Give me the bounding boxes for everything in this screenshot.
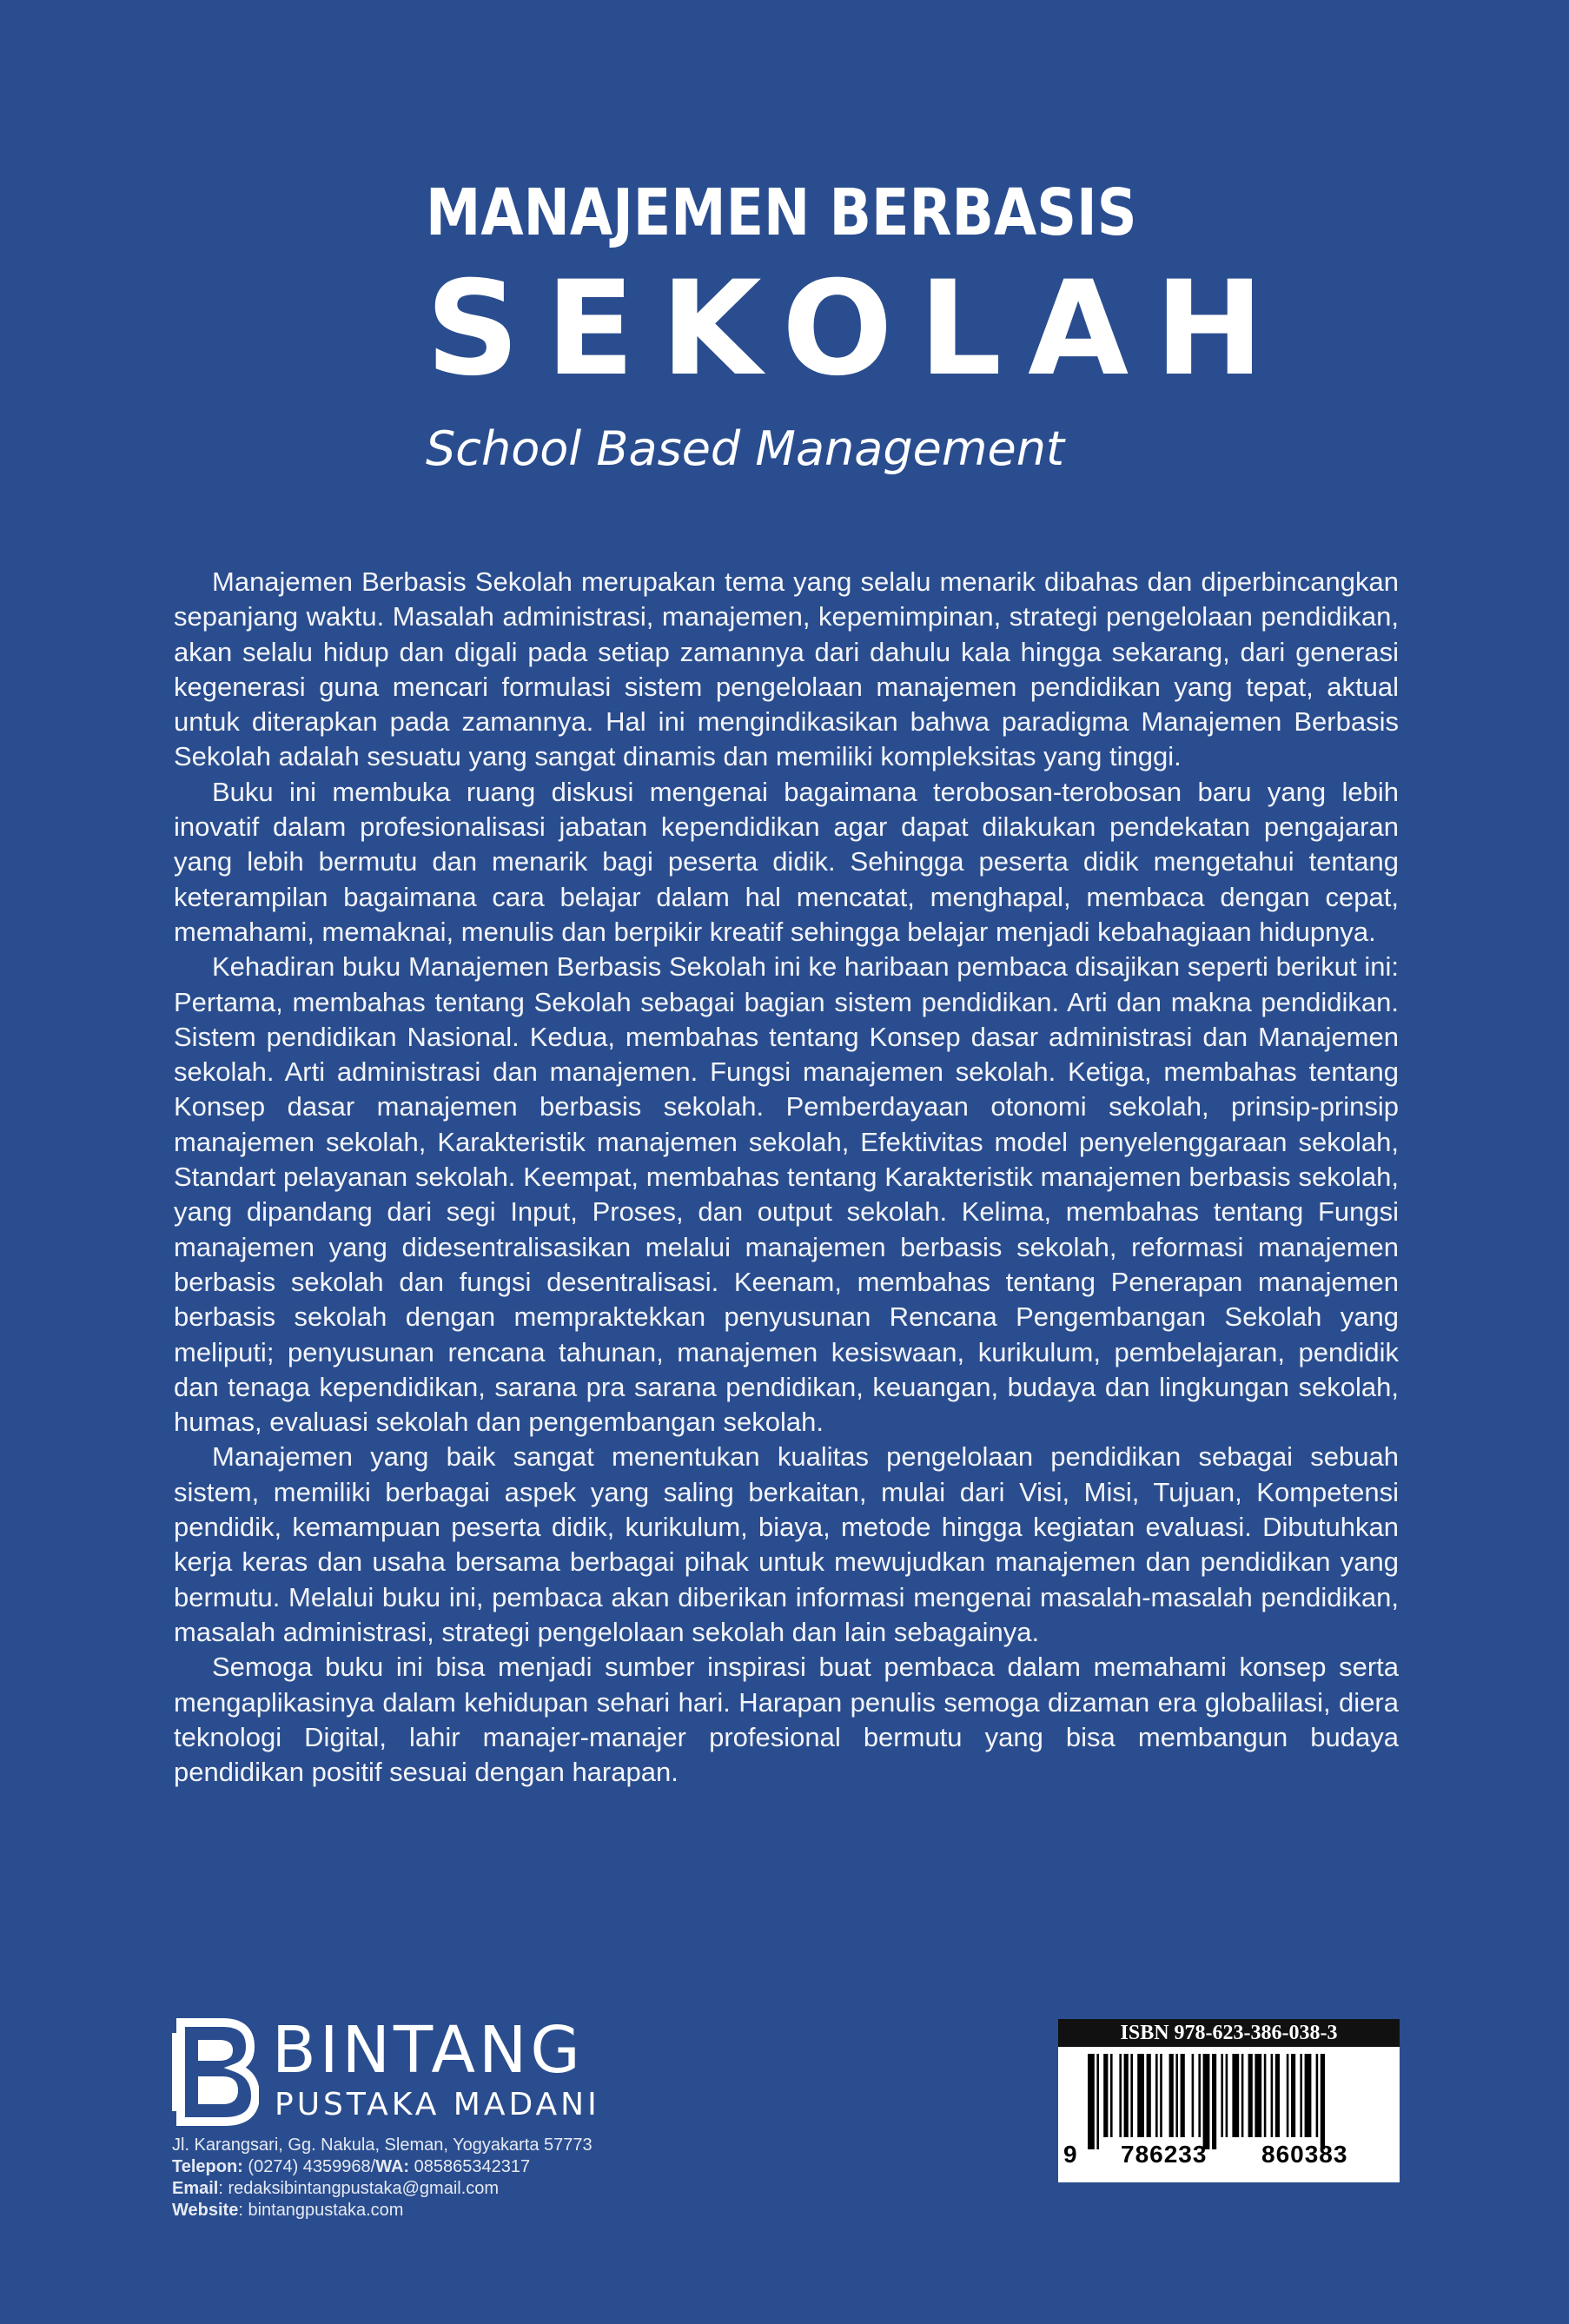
publisher-website bbox=[172, 2200, 780, 2221]
isbn-digit-lead: 9 bbox=[1063, 2141, 1078, 2168]
phone-number: (0274) 4359968/ bbox=[242, 2157, 376, 2176]
isbn-barcode-box bbox=[1058, 2019, 1400, 2182]
isbn-digits-left: 786233 bbox=[1121, 2141, 1208, 2168]
email-label: Email bbox=[172, 2179, 219, 2198]
blurb-paragraph: Manajemen yang baik sangat menentukan kualitas pengelolaan pendidikan sebagai sebuah sistem, memiliki berbagai aspek yang saling berkaitan, mulai dari Visi, Misi, Tujuan, Kompetensi pendidik, kemampuan peserta didik, kurikulum, biaya, metode hingga kegiatan evaluasi. Dibutuhkan kerja keras dan usaha bersama berbagai pihak untuk mewujudkan manajemen dan pendidikan yang bermutu. Melalui buku ini, pembaca akan diberikan informasi mengenai masalah-masalah pendidikan, masalah administrasi, strategi pengelolaan sekolah dan lain sebagainya. bbox=[174, 1441, 1399, 1647]
book-title-line1: MANAJEMEN BERBASIS bbox=[426, 175, 1137, 250]
blurb-paragraph: Kehadiran buku Manajemen Berbasis Sekolah ini ke haribaan pembaca disajikan seperti berikut ini: Pertama, membahas tentang Sekolah sebagai bagian sistem pendidikan. Arti dan makna pendidikan. Sistem pendidikan Nasional. Kedua, membahas tentang Konsep dasar administrasi dan Manajemen sekolah. Arti administrasi dan manajemen. Fungsi manajemen sekolah. Ketiga, membahas tentang Konsep dasar manajemen berbasis sekolah. Pemberdayaan otonomi sekolah, prinsip-prinsip manajemen sekolah, Karakteristik manajemen sekolah, Efektivitas model penyelenggaraan sekolah, Standart pelayanan sekolah. Keempat, membahas tentang Karakteristik manajemen berbasis sekolah, yang dipandang dari segi Input, Proses, dan output sekolah. Kelima, membahas tentang Fungsi manajemen yang didesentralisasikan melalui manajemen berbasis sekolah, reformasi manajemen berbasis sekolah dan fungsi desentralisasi. Keenam, membahas tentang Penerapan manajemen berbasis sekolah dengan mempraktekkan penyusunan Rencana Pengembangan Sekolah yang meliputi; penyusunan rencana tahunan, manajemen kesiswaan, kurikulum, pembelajaran, pendidik dan tenaga kependidikan, sarana pra sarana pendidikan, keuangan, budaya dan lingkungan sekolah, humas, evaluasi sekolah dan pengembangan sekolah. bbox=[174, 951, 1399, 1438]
publisher-logo bbox=[172, 2013, 659, 2129]
wa-label: WA: bbox=[375, 2157, 410, 2176]
title-block bbox=[426, 169, 1290, 476]
book-subtitle: School Based Management bbox=[426, 421, 1065, 476]
phone-label: Telepon: bbox=[172, 2157, 243, 2176]
publisher-address: Jl. Karangsari, Gg. Nakula, Sleman, Yogyakarta 57773 bbox=[172, 2135, 593, 2155]
blurb bbox=[174, 565, 1399, 1790]
wa-number: 085865342317 bbox=[409, 2157, 531, 2176]
isbn-label: ISBN 978-623-386-038-3 bbox=[1058, 2019, 1400, 2047]
email-value: : redaksibintangpustaka@gmail.com bbox=[218, 2179, 500, 2198]
barcode-icon bbox=[1076, 2054, 1382, 2151]
website-value: : bintangpustaka.com bbox=[238, 2201, 404, 2220]
isbn-digits-right: 860383 bbox=[1261, 2141, 1348, 2168]
website-label: Website bbox=[172, 2201, 239, 2220]
blurb-paragraph: Buku ini membuka ruang diskusi mengenai bagaimana terobosan-terobosan baru yang lebih inovatif dalam profesionalisasi jabatan kependidikan agar dapat dilakukan pendekatan pengajaran yang lebih bermutu dan menarik bagi peserta didik. Sehingga peserta didik mengetahui tentang keterampilan bagaimana cara belajar dalam hal mencatat, menghapal, membaca dengan cepat, memahami, memaknai, menulis dan berpikir kreatif sehingga belajar menjadi kebahagiaan hidupnya. bbox=[174, 776, 1399, 947]
blurb-paragraph: Manajemen Berbasis Sekolah merupakan tema yang selalu menarik dibahas dan diperbincangkan sepanjang waktu. Masalah administrasi, manajemen, kepemimpinan, strategi pengelolaan pendidikan, akan selalu hidup dan digali pada setiap zamannya dari dahulu kala hingga sekarang, dari generasi kegenerasi guna mencari formulasi sistem pengelolaan manajemen pendidikan yang tepat, aktual untuk diterapkan pada zamannya. Hal ini mengindikasikan bahwa paradigma Manajemen Berbasis Sekolah adalah sesuatu yang sangat dinamis dan memiliki kompleksitas yang tinggi. bbox=[174, 566, 1399, 772]
publisher-contact bbox=[172, 2135, 780, 2221]
book-title-line2: SEKOLAH bbox=[426, 254, 1290, 405]
publisher-email bbox=[172, 2178, 780, 2200]
publisher-name: BINTANG bbox=[272, 2013, 584, 2088]
bintang-b-logo-icon bbox=[172, 2016, 259, 2127]
publisher-subname: PUSTAKA MADANI bbox=[275, 2087, 600, 2122]
blurb-paragraph: Semoga buku ini bisa menjadi sumber inspirasi buat pembaca dalam memahami konsep serta mengaplikasinya dalam kehidupan sehari hari. Harapan penulis semoga dizaman era globalilasi, diera teknologi Digital, lahir manajer-manajer profesional bermutu yang bisa membangun budaya pendidikan positif sesuai dengan harapan. bbox=[174, 1652, 1399, 1788]
publisher-phone bbox=[172, 2156, 780, 2178]
